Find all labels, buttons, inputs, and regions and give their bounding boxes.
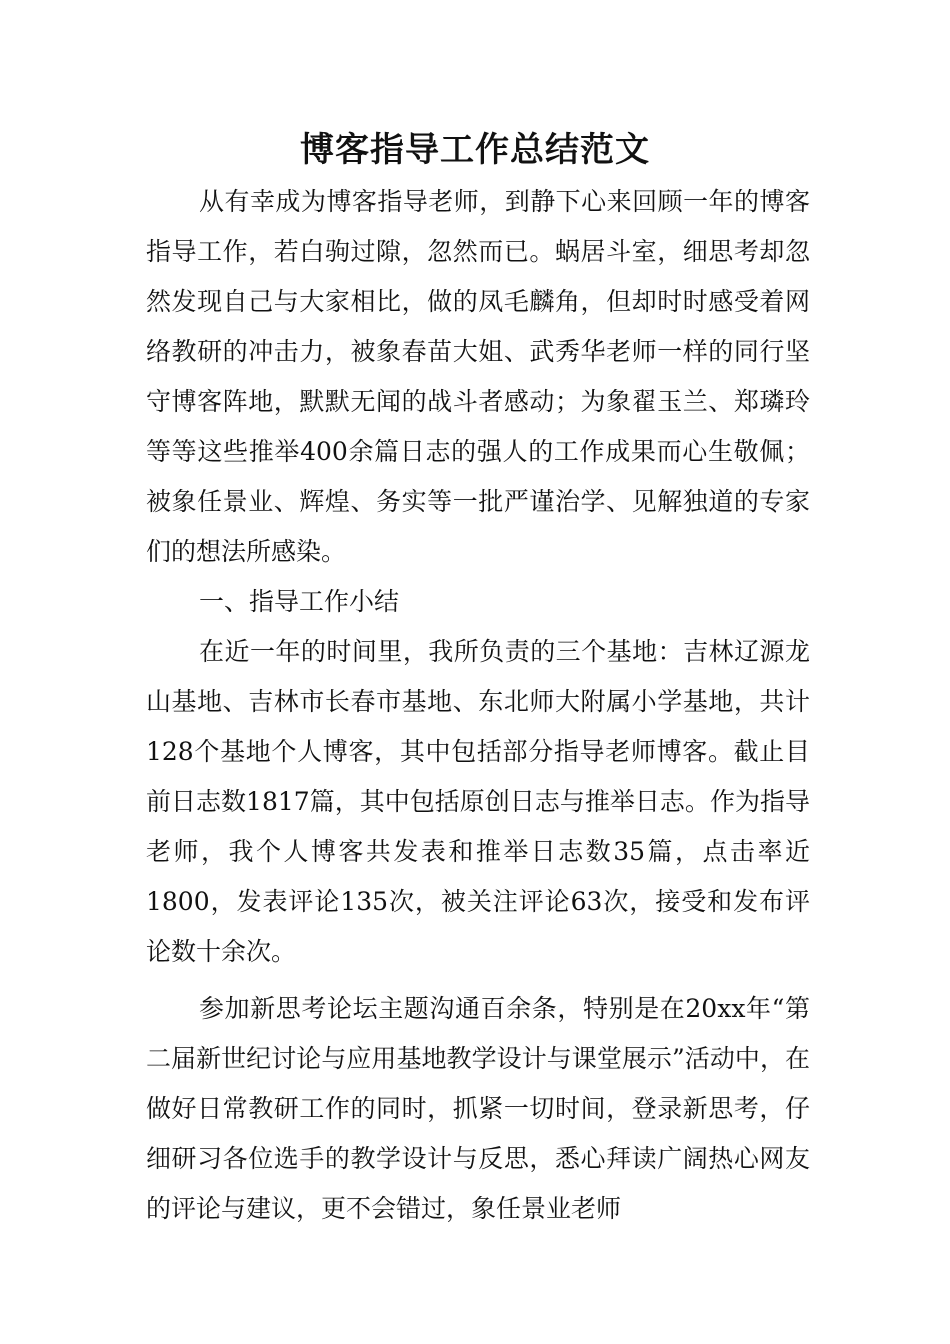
document-title: 博客指导工作总结范文	[300, 130, 650, 170]
intro-paragraph: 从有幸成为博客指导老师，到静下心来回顾一年的博客指导工作，若白驹过隙，忽然而已。蜗居斗室，细思考却忽然发现自己与大家相比，做的凤毛麟角，但却时时感受着网络教研的冲击力，被象春苗大姐、武秀华老师一样的同行坚守博客阵地，默默无闻的战斗者感动；为象翟玉兰、郑璘玲等等这些推举400余篇日志的强人的工作成果而心生敬佩；被象任景业、辉煌、务实等一批严谨治学、见解独道的专家们的想法所感染。	[146, 187, 810, 566]
forum-paragraph: 参加新思考论坛主题沟通百余条，特别是在20xx年“第二届新世纪讨论与应用基地教学设计与课堂展示”活动中，在做好日常教研工作的同时，抓紧一切时间，登录新思考，仔细研习各位选手的教学设计与反思，悉心拜读广阔热心网友的评论与建议，更不会错过，象任景业老师	[146, 994, 810, 1223]
summary-paragraph: 在近一年的时间里，我所负责的三个基地：吉林辽源龙山基地、吉林市长春市基地、东北师大附属小学基地，共计128个基地个人博客，其中包括部分指导老师博客。截止目前日志数1817篇，其中包括原创日志与推举日志。作为指导老师，我个人博客共发表和推举日志数35篇，点击率近1800，发表评论135次，被关注评论63次，接受和发布评论数十余次。	[146, 637, 810, 966]
document-body	[146, 177, 810, 1234]
section-heading: 一、指导工作小结	[199, 587, 400, 616]
